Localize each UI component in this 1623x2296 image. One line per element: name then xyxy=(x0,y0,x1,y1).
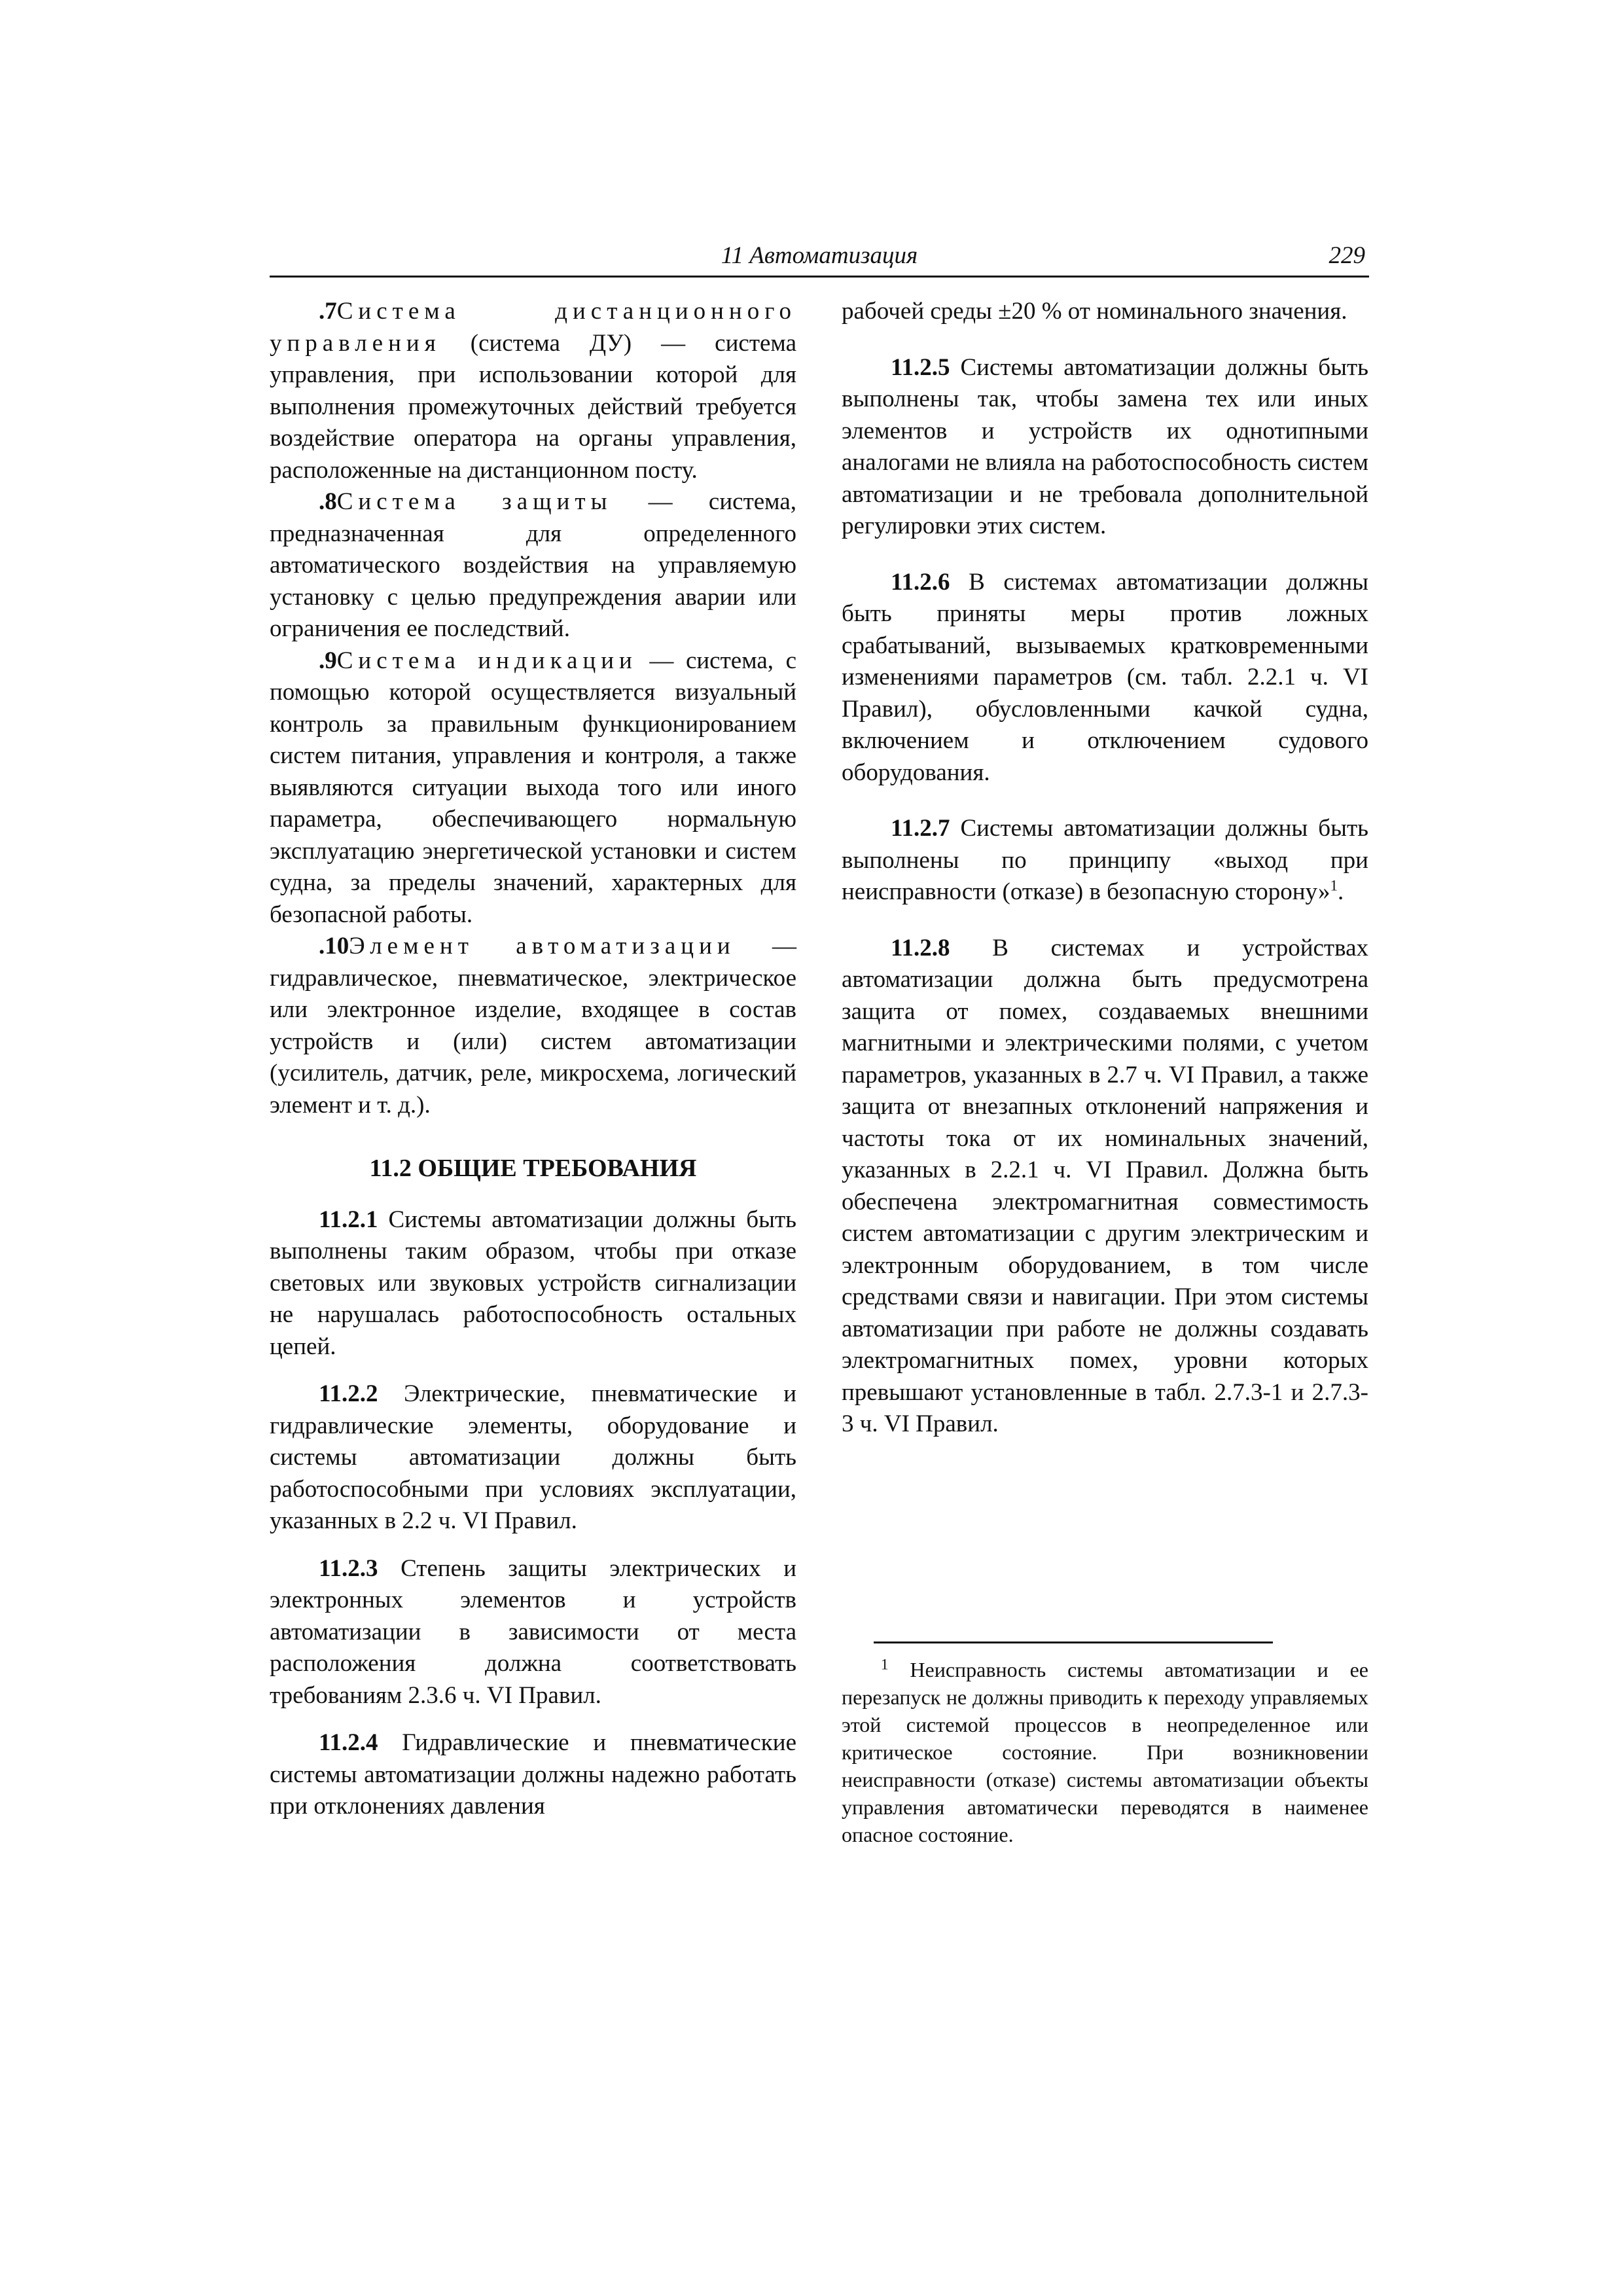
footnote-divider xyxy=(874,1641,1273,1643)
paragraph-11-2-2 xyxy=(270,1378,796,1537)
paragraph-11-2-3 xyxy=(270,1553,796,1712)
paragraph-11-2-6 xyxy=(842,567,1368,789)
definition-9 xyxy=(270,645,796,931)
paragraph-number: 11.2.3 xyxy=(319,1554,378,1582)
paragraph-text: Гидравлические и пневматические системы автоматизации должны надежно работать при отклонениях давления xyxy=(270,1729,796,1820)
paragraph-11-2-5 xyxy=(842,352,1368,543)
paragraph-11-2-8 xyxy=(842,933,1368,1441)
definition-7 xyxy=(270,296,796,486)
paragraph-11-2-1 xyxy=(270,1204,796,1363)
section-title: 11 Автоматизация xyxy=(721,242,918,269)
term: Элемент автоматизации xyxy=(349,933,736,960)
footnote-text xyxy=(842,1656,1368,1848)
paragraph-text: В системах автоматизации должны быть приняты меры против ложных срабатываний, вызываемых кратковременными изменениями параметров (см. табл. 2.2.1 ч. VI Правил), обусловленными качкой судна, включением и отключением судового оборудования. xyxy=(842,568,1368,786)
paragraph-11-2-7 xyxy=(842,813,1368,908)
page-number: 229 xyxy=(1329,242,1365,269)
paragraph-text: Системы автоматизации должны быть выполнены таким образом, чтобы при отказе световых или звуковых устройств сигнализации не нарушалась работоспособность остальных цепей. xyxy=(270,1206,796,1360)
paragraph-number: 11.2.4 xyxy=(319,1729,378,1756)
running-header xyxy=(270,240,1369,278)
paragraph-text: Электрические, пневматические и гидравлические элементы, оборудование и системы автоматизации должны быть работоспособными при условиях эксплуатации, указанных в 2.2 ч. VI Правил. xyxy=(270,1380,796,1534)
term: Система дистанционного управления xyxy=(270,298,796,357)
continued-text: рабочей среды ±20 % от номинального значения. xyxy=(842,298,1347,325)
paragraph-number: 11.2.1 xyxy=(319,1206,378,1233)
paragraph-text: Системы автоматизации должны быть выполнены так, чтобы замена тех или иных элементов и устройств их однотипными аналогами не влияла на работоспособность систем автоматизации и не требовала дополнительной регулировки этих систем. xyxy=(842,353,1368,539)
paragraph-number: 11.2.8 xyxy=(891,934,950,961)
term: Система защиты xyxy=(336,488,613,515)
term: Система индикации xyxy=(336,647,637,674)
item-number: .8 xyxy=(319,488,337,515)
definition-text: — система, предназначенная для определенного автоматического воздействия на управляемую установку с целью предупреждения аварии или ограничения ее последствий. xyxy=(270,488,796,642)
definition-10 xyxy=(270,931,796,1121)
footnote xyxy=(842,1656,1368,1848)
right-column xyxy=(842,296,1368,1441)
paragraph-number: 11.2.7 xyxy=(891,815,950,842)
item-number: .7 xyxy=(319,298,337,325)
paragraph-number: 11.2.5 xyxy=(891,353,950,381)
definition-text: — система, с помощью которой осуществляется визуальный контроль за правильным функционированием систем питания, управления и контроля, а также выявляются ситуации выхода того или иного параметра, обеспечивающего нормальную эксплуатацию энергетической установки и систем судна, за пределы значений, характерных для безопасной работы. xyxy=(270,647,797,928)
paragraph-text: В системах и устройствах автоматизации должна быть предусмотрена защита от помех, создаваемых внешними магнитными и электрическими полями, с учетом параметров, указанных в 2.7 ч. VI Правил, а также защита от внезапных отклонений напряжения и частоты тока от их номинальных значений, указанных в 2.2.1 ч. VI Правил. Должна быть обеспечена электромагнитная совместимость систем автоматизации с другим электрическим и электронным оборудованием, в том числе средствами связи и навигации. При этом системы автоматизации при работе не должны создавать электромагнитных помех, уровни которых превышают установленные в табл. 2.7.3-1 и 2.7.3-3 ч. VI Правил. xyxy=(842,934,1368,1437)
footnote-ref[interactable]: 1 xyxy=(1330,877,1338,894)
paragraph-text: Степень защиты электрических и электронных элементов и устройств автоматизации в зависимости от места расположения должна соответствовать требованиям 2.3.6 ч. VI Правил. xyxy=(270,1554,796,1709)
definition-text: — гидравлическое, пневматическое, электрическое или электронное изделие, входящее в состав устройств и (или) систем автоматизации (усилитель, датчик, реле, микросхема, логический элемент и т. д.). xyxy=(270,933,796,1119)
paragraph-text: Системы автоматизации должны быть выполнены по принципу «выход при неисправности (отказе) в безопасную сторону» xyxy=(842,815,1368,905)
definition-text: (система ДУ) — система управления, при использовании которой для выполнения промежуточных действий требуется воздействие оператора на органы управления, расположенные на дистанционном посту. xyxy=(270,329,796,484)
definition-8 xyxy=(270,486,796,645)
footnote-body: Неисправность системы автоматизации и ее перезапуск не должны приводить к переходу управляемых этой системой процессов в неопределенное или критическое состояние. При возникновении неисправности (отказе) системы автоматизации объекты управления автоматически переводятся в наименее опасное состояние. xyxy=(842,1658,1368,1846)
paragraph-end: . xyxy=(1337,878,1344,905)
paragraph-number: 11.2.6 xyxy=(891,568,950,596)
item-number: .10 xyxy=(319,933,349,960)
section-heading: 11.2 ОБЩИЕ ТРЕБОВАНИЯ xyxy=(369,1155,697,1182)
paragraph-number: 11.2.2 xyxy=(319,1380,378,1407)
item-number: .9 xyxy=(319,647,337,674)
footnote-mark: 1 xyxy=(881,1656,889,1673)
paragraph-11-2-4 xyxy=(270,1727,796,1823)
left-column xyxy=(270,296,796,1823)
